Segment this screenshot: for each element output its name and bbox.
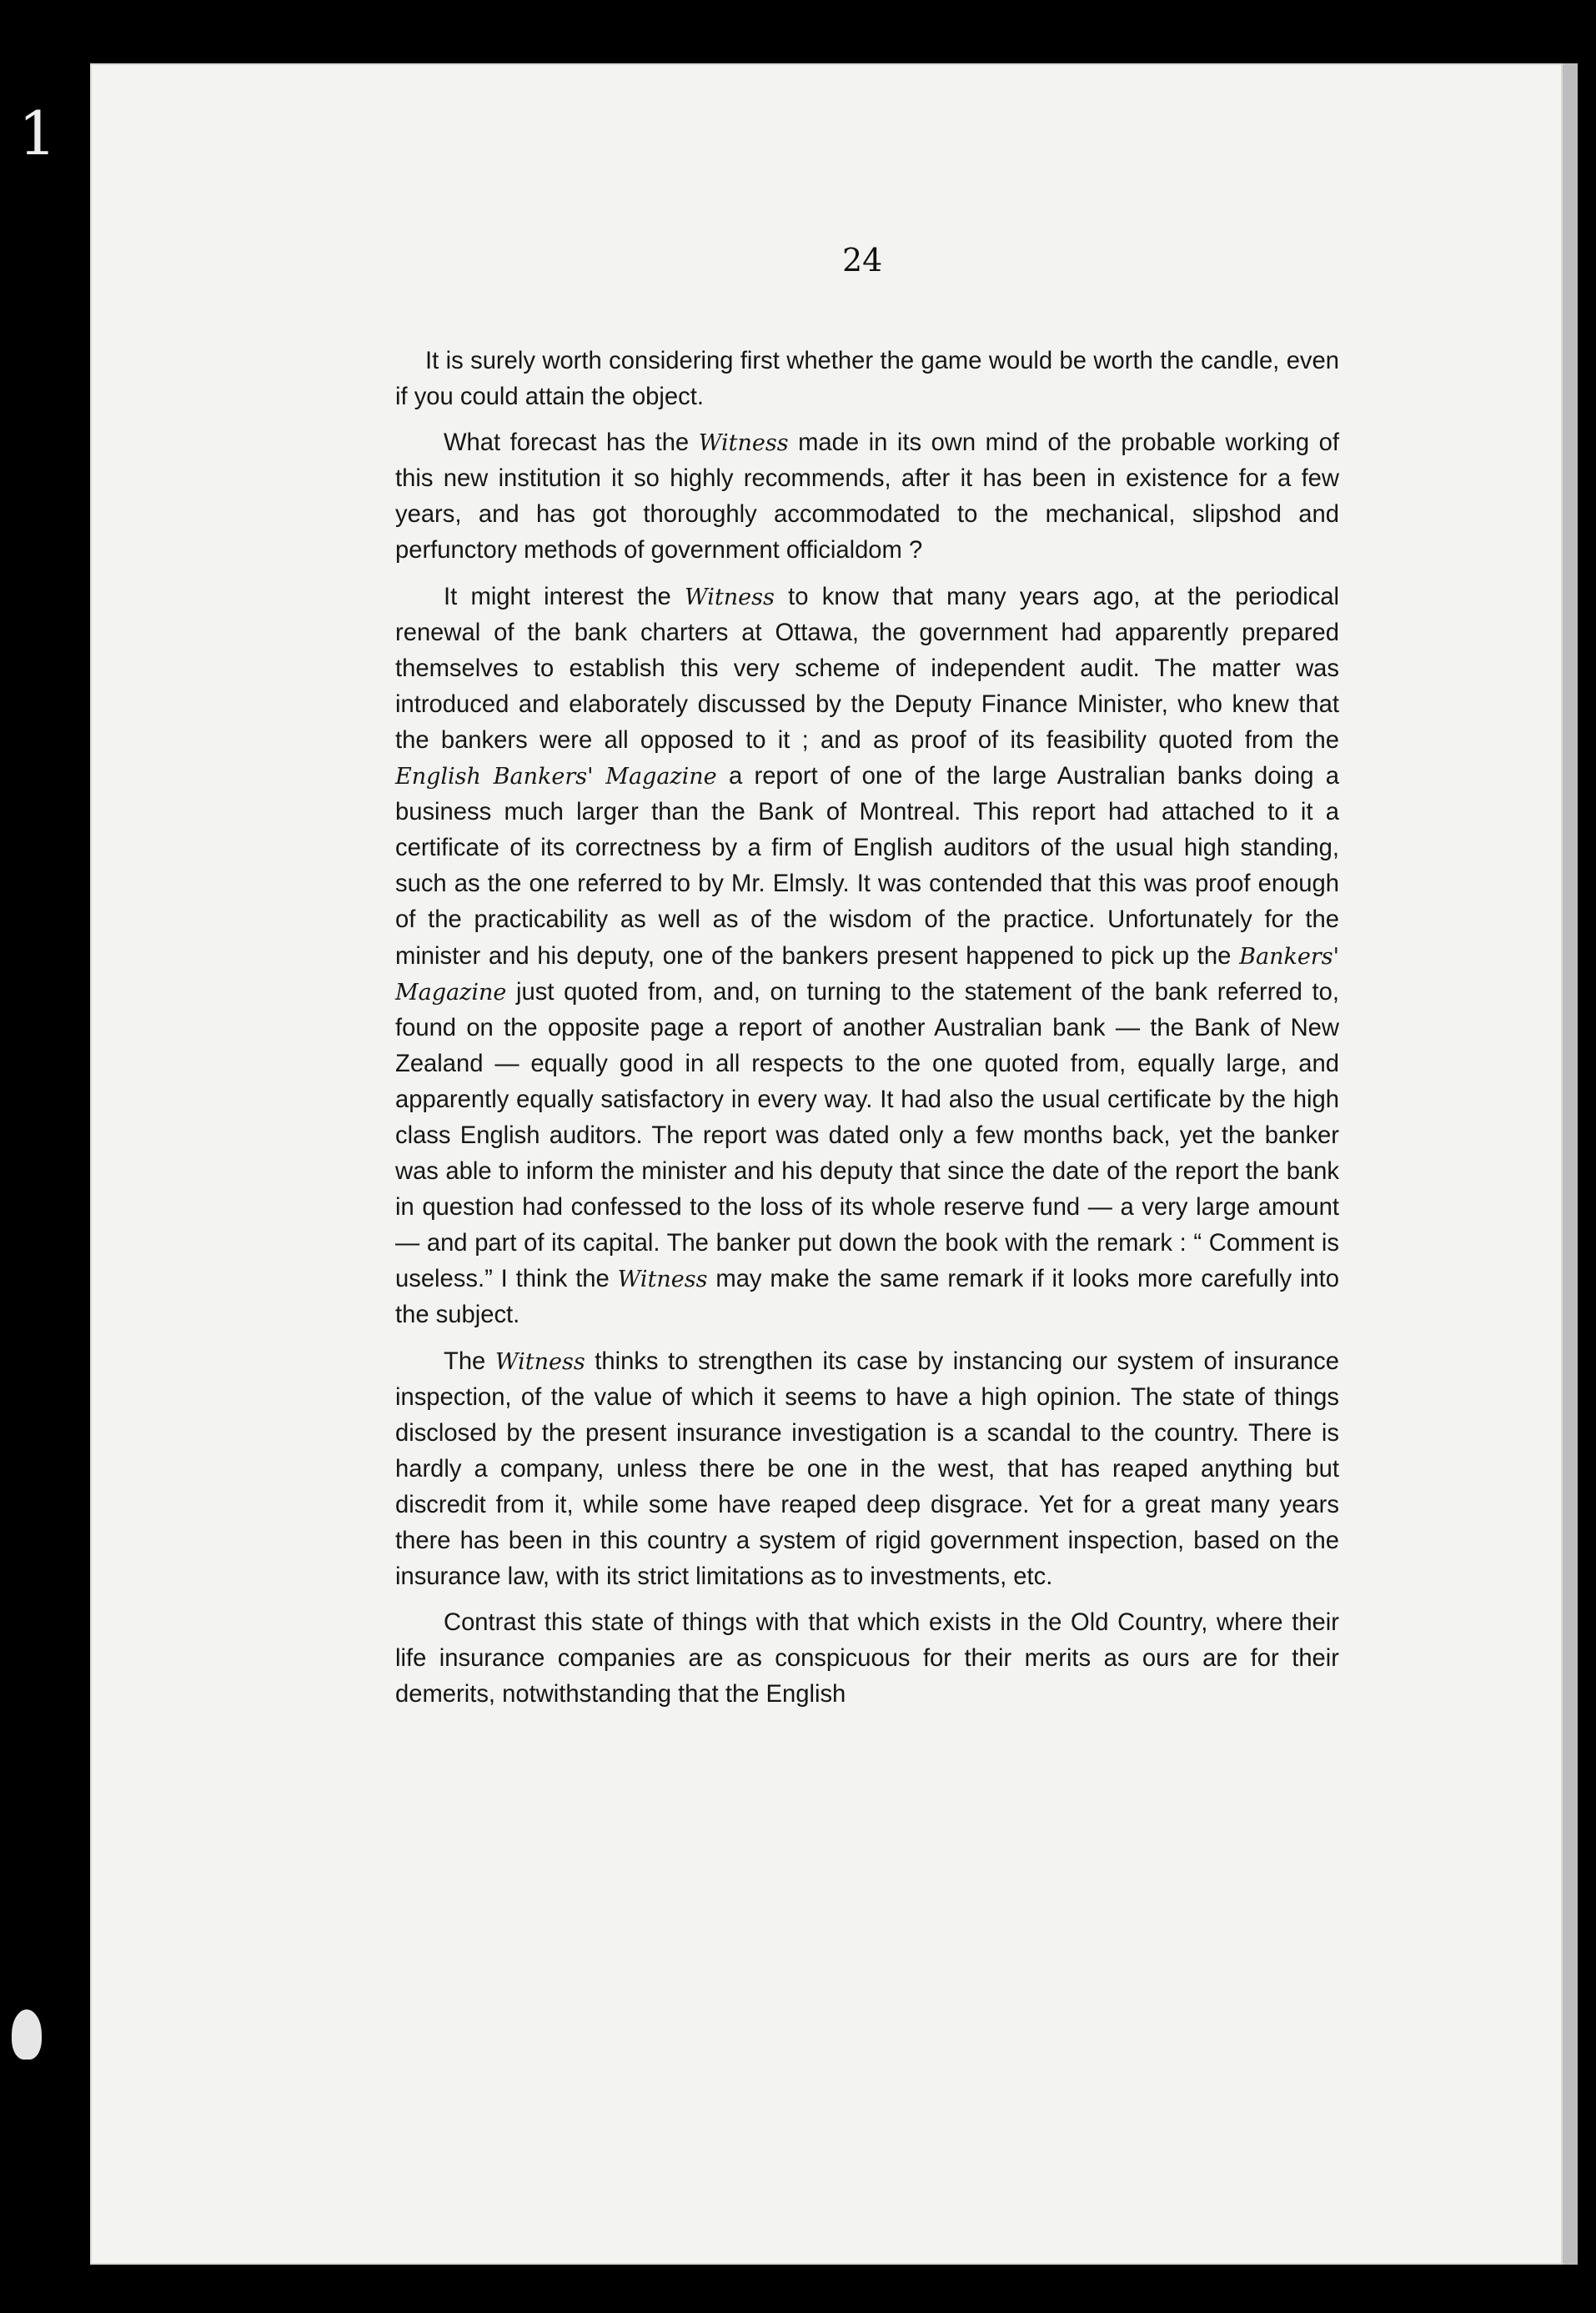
paragraph — [395, 425, 1339, 569]
text-run: may make the same remark if it looks more carefully into the subject. — [395, 1266, 1339, 1329]
italic-title: Witness — [494, 1348, 585, 1375]
margin-blot-mark — [12, 2009, 42, 2060]
italic-title: Witness — [685, 584, 775, 610]
text-run: It might interest the — [444, 583, 685, 610]
text-run: made in its own mind of the probable working of this new institution it so highly recommends, after it has been in existence for a few years, and has got thoroughly accommodated to the mechanical, slipshod and perfunctory methods of government officialdom ? — [395, 429, 1339, 564]
paragraph — [395, 344, 1339, 415]
text-run: thinks to strengthen its case by instancing our system of insurance inspection, of the value of which it seems to have a high opinion. The state of things disclosed by the present insurance investigation is a scandal to the country. There is hardly a company, unless there be one in the west, that has reaped anything but discredit from it, while some have reaped deep disgrace. Yet for a great many years there has been in this country a system of rigid government inspection, based on the insurance law, with its strict limitations as to investments, etc. — [395, 1347, 1339, 1591]
italic-title: Witness — [617, 1267, 708, 1293]
text-run: The — [444, 1347, 495, 1375]
page-number: 24 — [842, 242, 883, 278]
text-run: to know that many years ago, at the periodical renewal of the bank charters at Ottawa, the government had apparently prepared themselves to establish this very scheme of independent audit. The matter was introduced and elaborately discussed by the Deputy Finance Minister, who knew that the bankers were all opposed to it ; and as proof of its feasibility quoted from the — [395, 583, 1339, 754]
scan-fade — [395, 1906, 1339, 1934]
italic-title: Bankers' Magazine — [395, 943, 1339, 1006]
paragraph — [395, 580, 1339, 1334]
text-run: What forecast has the — [444, 429, 699, 457]
text-run: It is surely worth considering first whether the game would be worth the candle, even if you could attain the object. — [395, 348, 1339, 411]
text-run: Contrast this state of things with that which exists in the Old Country, where their life insurance companies are as conspicuous for their merits as ours are for their demerits, notwithstanding that the English — [395, 1609, 1339, 1708]
paragraph — [395, 1344, 1339, 1596]
italic-title: English Bankers' Magazine — [395, 764, 717, 790]
body-text — [395, 344, 1339, 1723]
margin-handwritten-mark: 1 — [18, 98, 57, 168]
page-edge-shadow — [1563, 63, 1578, 2265]
italic-title: Witness — [698, 430, 789, 457]
text-run: just quoted from, and, on turning to the statement of the bank referred to, found on the opposite page a report of another Australian bank — the Bank of New Zealand — equally good in all respects to the one quoted from, equally large, and apparently equally satisfactory in every way. It had also the usual certificate by the high class English auditors. The report was dated only a few months back, yet the banker was able to inform the minister and his deputy that since the date of the report the bank in question had confessed to the loss of its whole reserve fund — a very large amount — and part of its capital. The banker put down the book with the remark : “ Comment is useless.” I think the — [395, 978, 1339, 1293]
text-run: a report of one of the large Australian banks doing a business much larger than the Bank of Montreal. This report had attached to it a certificate of its correctness by a firm of English auditors of the usual high standing, such as the one referred to by Mr. Elmsly. It was contended that this was proof enough of the practicability as well as of the wisdom of the practice. Unfortunately for the minister and his deputy, one of the bankers present happened to pick up the — [395, 763, 1339, 970]
paragraph — [395, 1605, 1339, 1713]
